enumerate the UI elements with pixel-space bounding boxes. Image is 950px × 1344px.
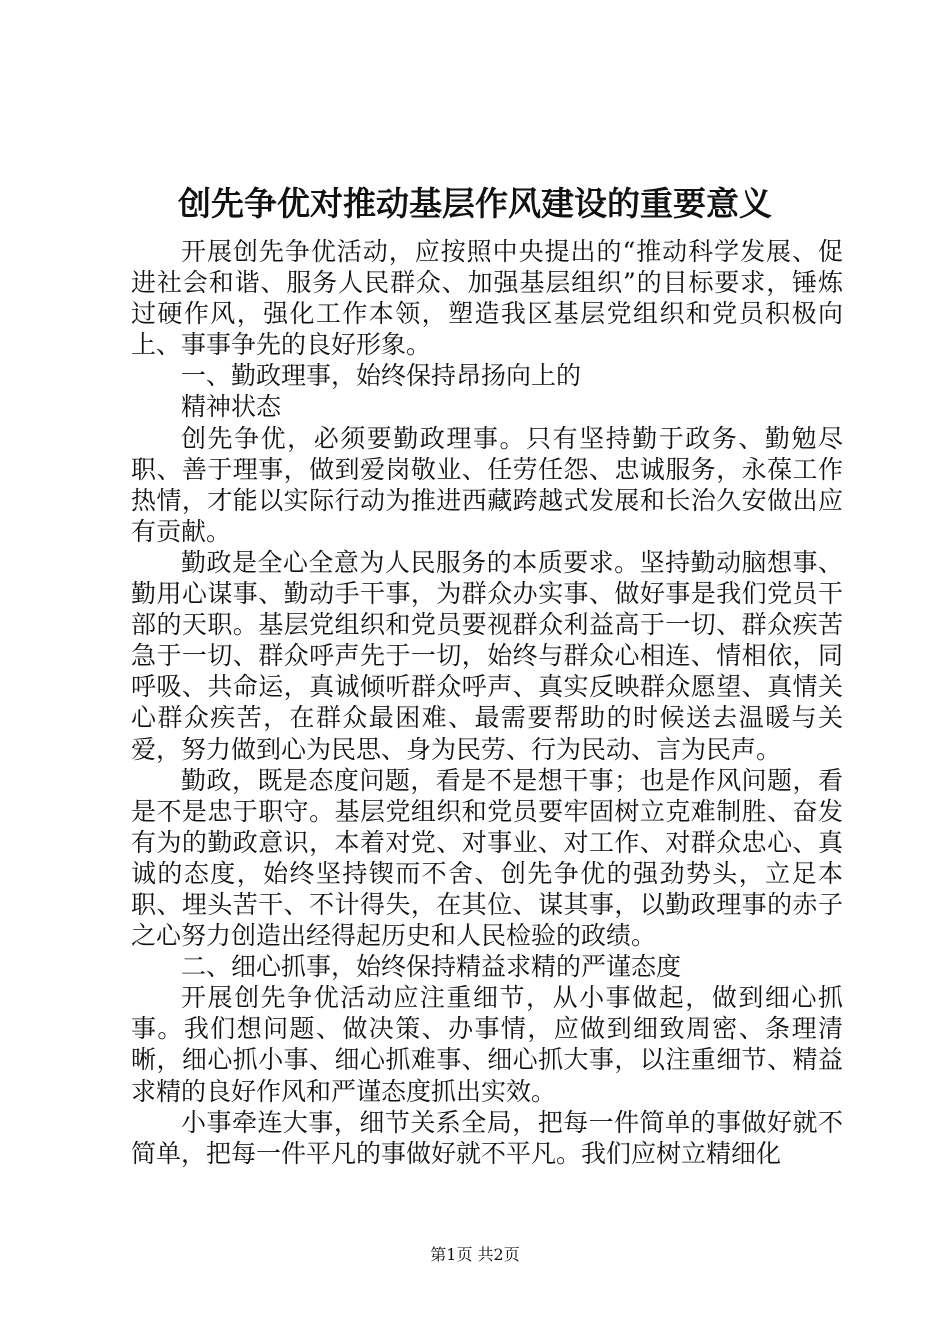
paragraph-2-1: 开展创先争优活动应注重细节，从小事做起，做到细心抓事。我们想问题、做决策、办事情，应做到细致周密、条理清晰，细心抓小事、细心抓难事、细心抓大事，以注重细节、精益求精的良好作风和严谨态度抓出实效。 xyxy=(131,983,843,1106)
paragraph-1-3: 勤政，既是态度问题，看是不是想干事；也是作风问题，看是不是忠于职守。基层党组织和党员要牢固树立克难制胜、奋发有为的勤政意识，本着对党、对事业、对工作、对群众忠心、真诚的态度，始终坚持锲而不舍、创先争优的强劲势头，立足本职、埋头苦干、不计得失，在其位、谋其事，以勤政理事的赤子之心努力创造出经得起历史和人民检验的政绩。 xyxy=(131,765,843,951)
paragraph-2-2: 小事牵连大事，细节关系全局，把每一件简单的事做好就不简单，把每一件平凡的事做好就不平凡。我们应树立精细化 xyxy=(131,1107,843,1168)
paragraph-1-2: 勤政是全心全意为人民服务的本质要求。坚持勤动脑想事、勤用心谋事、勤动手干事，为群众办实事、做好事是我们党员干部的天职。基层党组织和党员要视群众利益高于一切、群众疾苦急于一切、群众呼声先于一切，始终与群众心相连、情相依，同呼吸、共命运，真诚倾听群众呼声、真实反映群众愿望、真情关心群众疾苦，在群众最困难、最需要帮助的时候送去温暖与关爱，努力做到心为民思、身为民劳、行为民动、言为民声。 xyxy=(131,547,843,764)
section-heading-1-line-2: 精神状态 xyxy=(181,392,282,422)
section-heading-2: 二、细心抓事，始终保持精益求精的严谨态度 xyxy=(181,952,682,982)
paragraph-1-1: 创先争优，必须要勤政理事。只有坚持勤于政务、勤勉尽职、善于理事，做到爱岗敬业、任劳任怨、忠诚服务，永葆工作热情，才能以实际行动为推进西藏跨越式发展和长治久安做出应有贡献。 xyxy=(131,423,843,546)
page-footer: 第1页 共2页 xyxy=(430,1245,520,1264)
document-body xyxy=(131,236,843,1169)
paragraph-intro: 开展创先争优活动，应按照中央提出的“推动科学发展、促进社会和谐、服务人民群众、加强基层组织”的目标要求，锤炼过硬作风，强化工作本领，塑造我区基层党组织和党员积极向上、事事争先的良好形象。 xyxy=(131,237,843,360)
document-title: 创先争优对推动基层作风建设的重要意义 xyxy=(178,184,772,223)
section-heading-1-line-1: 一、勤政理事，始终保持昂扬向上的 xyxy=(181,361,582,391)
